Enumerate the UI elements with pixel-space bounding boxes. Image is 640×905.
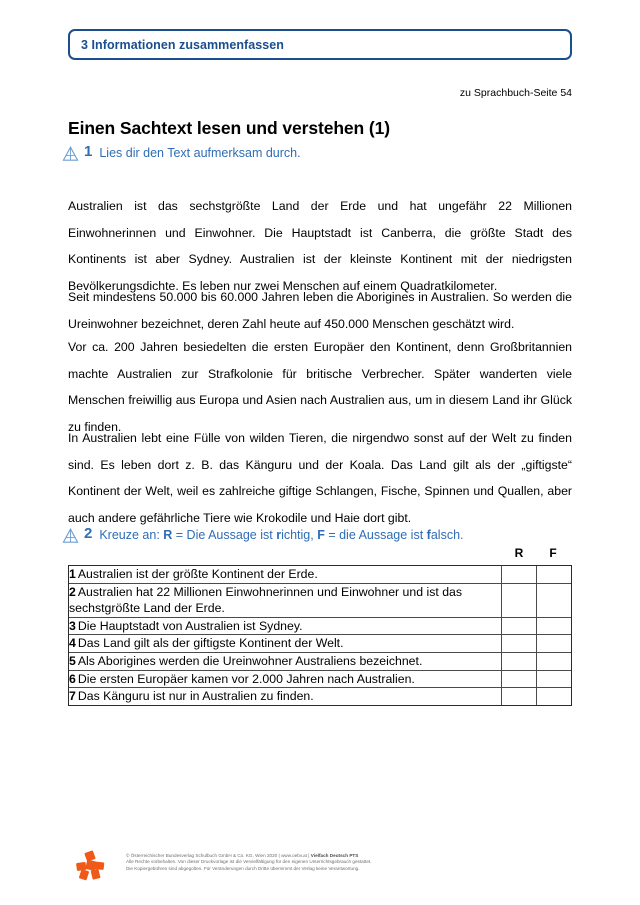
statement-index: 2 [69,584,76,599]
statement-text: Das Land gilt als der giftigste Kontinent der Welt. [77,636,344,651]
task-2-letter-f-lower: f [426,528,431,542]
statement-text: Die ersten Europäer kamen vor 2.000 Jahren nach Australien. [77,671,415,686]
reading-paragraph-4: In Australien lebt eine Fülle von wilden Tieren, die nirgendwo sonst auf der Welt zu finden sind. Es leben dort z. B. das Känguru und der Koala. Das Land gilt als der „giftigste“ Kontinent der Welt, weil es zahlreiche giftige Schlangen, Fische, Spinnen und Quallen, aber auch andere gefährliche Tiere wie Krokodile und Haie dort gibt. [68,431,572,525]
chapter-title: 3 Informationen zusammenfassen [81,37,284,52]
pencil-triangle-icon [62,528,79,544]
task-2-mid-3: = die Aussage ist [324,528,427,542]
task-2-suffix: alsch. [430,528,464,542]
checkbox-cell-falsch[interactable] [537,688,572,705]
task-2-mid-2: ichtig, [281,528,318,542]
statement-cell [69,583,502,617]
statements-table-wrapper [68,565,572,706]
reading-paragraph-3: Vor ca. 200 Jahren besiedelten die ersten Europäer den Kontinent, denn Großbritannien machte Australien zur Strafkolonie für britische Verbrecher. Später wanderten viele Menschen freiwillig aus Europa und Asien nach Australien aus, um in diesem Land ihr Glück zu finden. [68,340,572,434]
task-2-mid-1: = Die Aussage ist [172,528,277,542]
checkbox-cell-richtig[interactable] [502,635,537,653]
statement-cell [69,566,502,583]
table-row [69,652,571,670]
task-1 [62,144,301,162]
table-row [69,566,571,583]
checkbox-cell-richtig[interactable] [502,617,537,635]
statement-text: Australien hat 22 Millionen Einwohnerinnen und Einwohner und ist das sechstgrößte Land der Erde. [69,584,463,616]
page-title: Einen Sachtext lesen und verstehen (1) [68,117,390,138]
table-row [69,670,571,688]
statement-index: 6 [69,671,76,686]
footer-product-name: Vielfach Deutsch PTS [310,853,359,858]
task-2-letter-r-lower: r [276,528,282,542]
task-1-number: 1 [84,143,93,160]
task-2-letter-f: F [317,528,325,542]
statement-text: Australien ist der größte Kontinent der Erde. [77,567,318,581]
checkbox-cell-richtig[interactable] [502,583,537,617]
oebv-starburst-logo [70,845,110,885]
reading-paragraph-2: Seit mindestens 50.000 bis 60.000 Jahren leben die Aborigines in Australien. So werden die Ureinwohner bezeichnet, deren Zahl heute auf 450.000 Menschen geschätzt wird. [68,290,572,331]
statement-text: Das Känguru ist nur in Australien zu finden. [77,689,314,704]
task-2-instruction [99,526,463,542]
statement-cell [69,652,502,670]
checkbox-cell-falsch[interactable] [537,670,572,688]
statement-cell [69,670,502,688]
statement-text: Als Aborigines werden die Ureinwohner Australiens bezeichnet. [77,653,423,668]
reading-paragraph-1: Australien ist das sechstgrößte Land der Erde und hat ungefähr 22 Millionen Einwohnerinnen und Einwohner. Die Hauptstadt ist Canberra, die größte Stadt des Kontinents ist aber Sydney. Australien ist der kleinste Kontinent mit der niedrigsten Bevölkerungsdichte. Es leben nur zwei Menschen auf einem Quadratkilometer. [68,199,572,293]
statement-cell [69,688,502,705]
footer-line-3: Die Kopiergebühren sind abgegolten. Für Veränderungen durch Dritte übernimmt der Verlag keine Verantwortung. [126,865,360,871]
column-header-richtig: R [514,546,524,560]
statement-cell [69,635,502,653]
statement-index: 7 [69,689,76,704]
table-row [69,583,571,617]
table-row [69,635,571,653]
checkbox-cell-falsch[interactable] [537,617,572,635]
statements-table [69,566,571,705]
page-reference: zu Sprachbuch-Seite 54 [459,87,572,99]
task-2-letter-r: R [163,528,173,542]
checkbox-cell-richtig[interactable] [502,688,537,705]
answer-column-headers [68,546,572,562]
statement-cell [69,617,502,635]
footer-line-1-plain: © Österreichischer Bundesverlag Schulbuch GmbH & Co. KG, Wien 2020 | www.oebv.at | [126,853,311,858]
task-2-prefix: Kreuze an: [99,528,164,542]
statement-index: 5 [69,653,76,668]
column-header-falsch: F [549,546,557,560]
task-2 [62,526,464,544]
task-1-instruction: Lies dir den Text aufmerksam durch. [99,146,301,160]
checkbox-cell-richtig[interactable] [502,566,537,583]
task-2-number: 2 [84,525,93,542]
statement-index: 1 [69,567,76,581]
statement-index: 4 [69,636,76,651]
table-row [69,617,571,635]
checkbox-cell-falsch[interactable] [537,652,572,670]
checkbox-cell-richtig[interactable] [502,652,537,670]
chapter-header-box [68,29,572,60]
checkbox-cell-richtig[interactable] [502,670,537,688]
checkbox-cell-falsch[interactable] [537,583,572,617]
footer-copyright [126,853,526,872]
statement-index: 3 [69,618,76,633]
table-row [69,688,571,705]
checkbox-cell-falsch[interactable] [537,635,572,653]
checkbox-cell-falsch[interactable] [537,566,572,583]
footer-line-2: Alle Rechte vorbehalten. Von dieser Druckvorlage ist die Vervielfältigung für den eigenen Unterrichtsgebrauch gestattet. [126,859,372,865]
pencil-triangle-icon [62,146,79,162]
statement-text: Die Hauptstadt von Australien ist Sydney. [77,618,303,633]
